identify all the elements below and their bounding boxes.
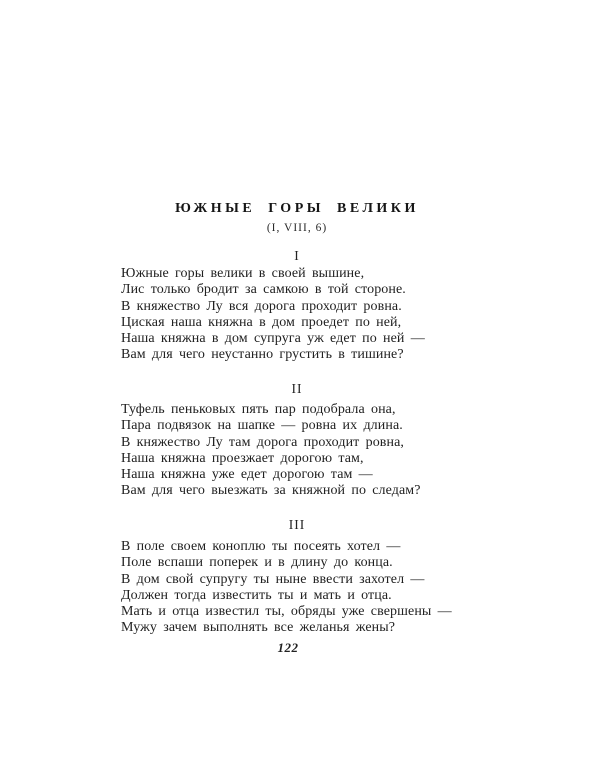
- stanza-3: [121, 539, 473, 637]
- poem-line: Наша княжна проезжает дорогою там,: [121, 450, 364, 466]
- poem-line: В дом свой супругу ты ныне ввести захотел —: [121, 571, 425, 587]
- stanza-2: [121, 402, 473, 500]
- poem-line: Лис только бродит за самкою в той стороне.: [121, 282, 406, 298]
- poem-line: Мать и отца известил ты, обряды уже свершены —: [121, 604, 452, 620]
- poem-line: В поле своем коноплю ты посеять хотел —: [121, 539, 401, 554]
- poem-line: В княжество Лу там дорога проходит ровна,: [121, 434, 405, 450]
- poem-line: Поле вспаши поперек и в длину до конца.: [121, 555, 393, 571]
- poem-line: Должен тогда известить ты и мать и отца.: [121, 587, 392, 603]
- poem-source-reference: (I, VIII, 6): [266, 222, 328, 234]
- page-number: 122: [277, 640, 299, 655]
- poem-line: В княжество Лу вся дорога проходит ровна.: [121, 298, 402, 314]
- poem-title: ЮЖНЫЕ ГОРЫ ВЕЛИКИ: [175, 201, 419, 216]
- stanza-numeral-2: II: [291, 381, 303, 396]
- poem-line: Южные горы велики в своей вышине,: [121, 266, 365, 281]
- poem-line: Мужу зачем выполнять все желанья жены?: [121, 620, 396, 636]
- poem-line: Циская наша княжна в дом проедет по ней,: [121, 314, 402, 330]
- poem-line: Вам для чего выезжать за княжной по следам?: [121, 483, 421, 499]
- stanza-numeral-1: I: [294, 248, 300, 263]
- poem-line: Туфель пеньковых пять пар подобрала она,: [121, 402, 396, 417]
- poem-line: Вам для чего неустанно грустить в тишине?: [121, 347, 404, 363]
- poem-line: Наша княжна в дом супруга уж едет по ней —: [121, 331, 425, 347]
- poem-line: Наша княжна уже едет дорогою там —: [121, 467, 373, 483]
- poem-line: Пара подвязок на шапке — ровна их длина.: [121, 418, 403, 434]
- stanza-1: [121, 266, 473, 364]
- stanza-numeral-3: III: [288, 517, 306, 532]
